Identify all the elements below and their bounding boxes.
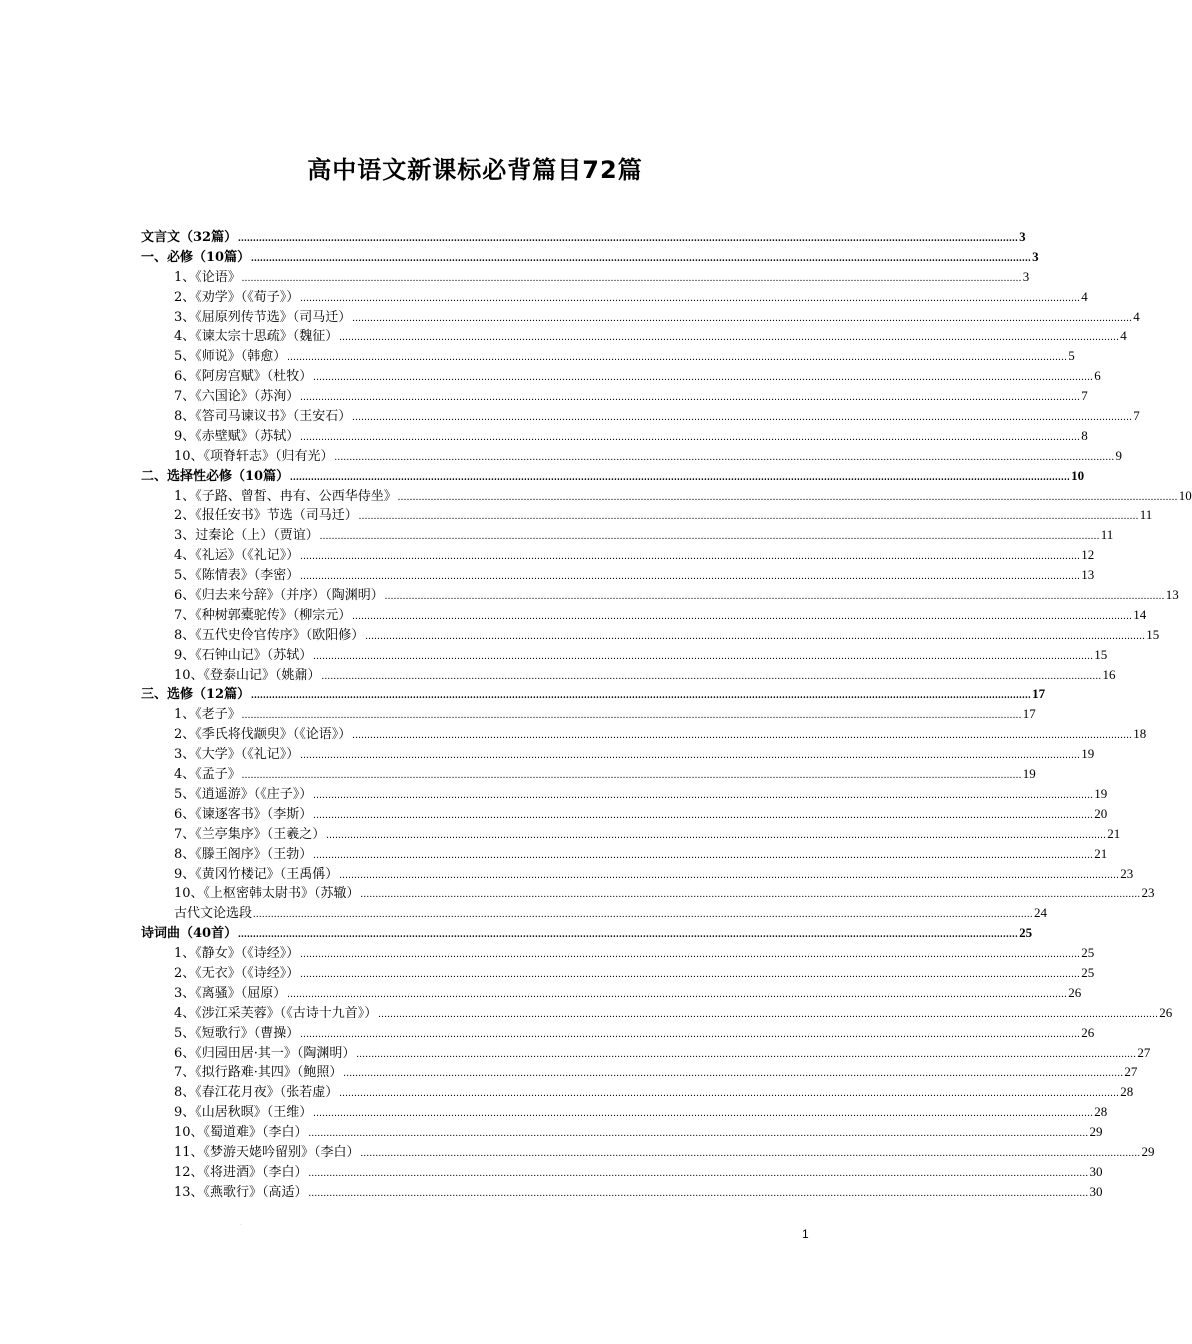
toc-entry-title: 3、《离骚》（屈原） (174, 985, 287, 1001)
toc-page-number: 4 (1120, 328, 1127, 344)
toc-dot-leader: .................................................................................................................................................................................................................................................................... (300, 1028, 1081, 1040)
toc-entry[interactable] (141, 426, 1088, 446)
toc-entry-title: 2、《季氏将伐颛臾》（《论语》） (174, 727, 352, 743)
toc-page-number: 7 (1081, 388, 1088, 404)
toc-entry-title: 6、《谏逐客书》（李斯） (174, 806, 313, 822)
toc-page-number: 29 (1089, 1124, 1103, 1140)
toc-dot-leader: .................................................................................................................................................................................................................................................................... (287, 352, 1068, 364)
toc-page-number: 10 (1071, 467, 1085, 483)
toc-entry[interactable] (141, 704, 1036, 724)
toc-dot-leader: .................................................................................................................................................................................................................................................................... (313, 1108, 1094, 1120)
toc-page-number: 21 (1107, 825, 1121, 841)
toc-dot-leader: .................................................................................................................................................................................................................................................................... (300, 571, 1081, 583)
toc-dot-leader: .................................................................................................................................................................................................................................................................... (241, 770, 1022, 782)
toc-dot-leader: .................................................................................................................................................................................................................................................................... (358, 511, 1139, 523)
toc-entry-title: 6、《阿房宫赋》（杜牧） (174, 369, 313, 385)
toc-page-number: 18 (1133, 726, 1147, 742)
toc-dot-leader: .................................................................................................................................................................................................................................................................... (300, 292, 1081, 304)
toc-entry-title: 4、《谏太宗十思疏》（魏征） (174, 329, 339, 345)
toc-dot-leader: .................................................................................................................................................................................................................................................................... (313, 849, 1094, 861)
toc-entry-title: 5、《师说》（韩愈） (174, 349, 287, 365)
toc-page-number: 29 (1141, 1143, 1155, 1159)
toc-page-number: 27 (1137, 1044, 1151, 1060)
toc-entry-title: 7、《拟行路难·其四》（鲍照） (174, 1065, 343, 1081)
toc-dot-leader: .................................................................................................................................................................................................................................................................... (339, 332, 1120, 344)
toc-page-number: 15 (1146, 626, 1160, 642)
toc-dot-leader: .................................................................................................................................................................................................................................................................... (253, 909, 1034, 921)
toc-entry[interactable] (141, 1023, 1095, 1043)
toc-entry[interactable] (141, 1162, 1103, 1182)
toc-page-number: 23 (1120, 865, 1134, 881)
toc-dot-leader: .................................................................................................................................................................................................................................................................... (290, 471, 1071, 483)
toc-entry[interactable] (141, 267, 1030, 287)
toc-entry-title: 1、《静女》（《诗经》） (174, 946, 300, 962)
toc-dot-leader: .................................................................................................................................................................................................................................................................... (352, 730, 1133, 742)
toc-entry[interactable] (141, 1043, 1151, 1063)
toc-page-number: 26 (1159, 1004, 1173, 1020)
toc-page-number: 26 (1081, 1024, 1095, 1040)
toc-entry-title: 二、选择性必修（10篇） (141, 468, 290, 484)
toc-entry-title: 5、《逍遥游》（《庄子》） (174, 786, 313, 802)
toc-dot-leader: .................................................................................................................................................................................................................................................................... (287, 988, 1068, 1000)
toc-dot-leader: .................................................................................................................................................................................................................................................................... (313, 789, 1094, 801)
toc-dot-leader: .................................................................................................................................................................................................................................................................... (313, 372, 1094, 384)
toc-page-number: 5 (1068, 348, 1075, 364)
toc-page-number: 4 (1133, 308, 1140, 324)
toc-entry[interactable] (141, 824, 1121, 844)
toc-page-number: 10 (1178, 487, 1192, 503)
toc-entry[interactable] (141, 1182, 1103, 1202)
toc-dot-leader: .................................................................................................................................................................................................................................................................... (251, 252, 1032, 264)
toc-entry-title: 一、必修（10篇） (141, 249, 251, 265)
toc-entry[interactable] (141, 307, 1140, 327)
toc-entry-title: 1、《子路、曾皙、冉有、公西华侍坐》 (174, 488, 397, 504)
toc-dot-leader: .................................................................................................................................................................................................................................................................... (308, 1128, 1089, 1140)
toc-page-number: 17 (1022, 706, 1036, 722)
toc-page-number: 11 (1100, 527, 1114, 543)
toc-section-entry[interactable] (141, 466, 1085, 486)
toc-page-number: 19 (1022, 766, 1036, 782)
toc-page-number: 3 (1022, 268, 1030, 284)
toc-entry[interactable] (141, 505, 1153, 525)
toc-dot-leader: .................................................................................................................................................................................................................................................................... (321, 670, 1102, 682)
toc-entry[interactable] (141, 585, 1179, 605)
toc-page-number: 12 (1081, 547, 1095, 563)
toc-page-number: 25 (1019, 925, 1033, 941)
toc-dot-leader: .................................................................................................................................................................................................................................................................... (300, 392, 1081, 404)
toc-entry-title: 7、《兰亭集序》（王羲之） (174, 826, 326, 842)
toc-page-number: 14 (1133, 606, 1147, 622)
toc-entry[interactable] (141, 386, 1088, 406)
toc-entry-title: 8、《五代史伶官传序》（欧阳修） (174, 627, 365, 643)
toc-entry[interactable] (141, 366, 1101, 386)
toc-entry-title: 9、《黄冈竹楼记》（王禹偁） (174, 866, 339, 882)
toc-dot-leader: .................................................................................................................................................................................................................................................................... (339, 869, 1120, 881)
toc-page-number: 28 (1094, 1104, 1108, 1120)
toc-dot-leader: .................................................................................................................................................................................................................................................................... (384, 591, 1165, 603)
toc-dot-leader: .................................................................................................................................................................................................................................................................... (356, 1048, 1137, 1060)
toc-entry[interactable] (141, 844, 1108, 864)
toc-section-entry[interactable] (141, 684, 1046, 704)
toc-dot-leader: .................................................................................................................................................................................................................................................................... (238, 233, 1019, 244)
toc-dot-leader: .................................................................................................................................................................................................................................................................... (300, 750, 1081, 762)
toc-entry[interactable] (141, 1003, 1173, 1023)
toc-dot-leader: .................................................................................................................................................................................................................................................................... (300, 431, 1081, 443)
toc-page-number: 28 (1120, 1084, 1134, 1100)
toc-entry-title: 8、《春江花月夜》（张若虚） (174, 1085, 339, 1101)
faint-mark: . (240, 1220, 242, 1227)
toc-entry[interactable] (141, 326, 1127, 346)
toc-entry-title: 10、《蜀道难》（李白） (174, 1125, 308, 1141)
toc-entry-title: 4、《涉江采芙蓉》（《古诗十九首》） (174, 1005, 378, 1021)
toc-entry[interactable] (141, 1122, 1103, 1142)
toc-page-number: 11 (1139, 507, 1153, 523)
toc-entry[interactable] (141, 565, 1095, 585)
toc-dot-leader: .................................................................................................................................................................................................................................................................... (251, 690, 1032, 702)
toc-dot-leader: .................................................................................................................................................................................................................................................................... (352, 412, 1133, 424)
toc-entry[interactable] (141, 287, 1088, 307)
toc-dot-leader: .................................................................................................................................................................................................................................................................... (365, 630, 1146, 642)
toc-entry[interactable] (141, 446, 1123, 466)
toc-entry-title: 5、《短歌行》（曹操） (174, 1025, 300, 1041)
toc-page-number: 20 (1094, 805, 1108, 821)
toc-entry[interactable] (141, 525, 1114, 545)
toc-entry-title: 3、《屈原列传节选》（司马迁） (174, 309, 352, 325)
toc-entry-title: 6、《归去来兮辞》（并序）（陶渊明） (174, 588, 384, 604)
toc-entry-title: 9、《石钟山记》（苏轼） (174, 647, 313, 663)
toc-entry-title: 8、《滕王阁序》（王勃） (174, 846, 313, 862)
toc-entry[interactable] (141, 903, 1048, 923)
toc-dot-leader: .................................................................................................................................................................................................................................................................... (360, 889, 1141, 901)
toc-page-number: 16 (1102, 666, 1116, 682)
toc-dot-leader: .................................................................................................................................................................................................................................................................... (313, 650, 1094, 662)
toc-entry-title: 三、选修（12篇） (141, 687, 251, 703)
toc-entry[interactable] (141, 804, 1108, 824)
page-title: 高中语文新课标必背篇目72篇 (307, 156, 643, 184)
toc-entry-title: 9、《赤壁赋》（苏轼） (174, 428, 300, 444)
toc-entry[interactable] (141, 1142, 1155, 1162)
toc-entry-title: 13、《燕歌行》（高适） (174, 1184, 308, 1200)
toc-entry-title: 3、《大学》（《礼记》） (174, 747, 300, 763)
toc-entry[interactable] (141, 625, 1160, 645)
toc-page-number: 4 (1081, 288, 1088, 304)
toc-entry-title: 9、《山居秋暝》（王维） (174, 1105, 313, 1121)
toc-entry-title: 10、《上枢密韩太尉书》（苏辙） (174, 886, 360, 902)
toc-entry[interactable] (141, 1082, 1134, 1102)
toc-entry[interactable] (141, 943, 1095, 963)
toc-entry[interactable] (141, 645, 1108, 665)
toc-page-number: 24 (1034, 905, 1048, 921)
toc-entry[interactable] (141, 605, 1147, 625)
toc-dot-leader: .................................................................................................................................................................................................................................................................... (352, 312, 1133, 324)
toc-entry-title: 2、《报任安书》节选（司马迁） (174, 508, 358, 524)
toc-section-entry[interactable] (141, 247, 1039, 267)
toc-entry-title: 3、过秦论（上）（贾谊） (174, 528, 319, 544)
toc-dot-leader: .................................................................................................................................................................................................................................................................... (339, 1088, 1120, 1100)
toc-entry[interactable] (141, 864, 1134, 884)
toc-dot-leader: .................................................................................................................................................................................................................................................................... (397, 491, 1178, 503)
toc-dot-leader: .................................................................................................................................................................................................................................................................... (378, 1008, 1159, 1020)
toc-entry[interactable] (141, 1062, 1138, 1082)
toc-entry-title: 12、《将进酒》（李白） (174, 1164, 308, 1180)
toc-dot-leader: .................................................................................................................................................................................................................................................................... (308, 1187, 1089, 1199)
toc-entry[interactable] (141, 406, 1140, 426)
toc-entry-title: 4、《孟子》 (174, 767, 241, 783)
toc-page-number: 25 (1081, 964, 1095, 980)
toc-dot-leader: .................................................................................................................................................................................................................................................................... (326, 829, 1107, 841)
toc-section-entry[interactable] (141, 923, 1033, 943)
toc-page-number: 3 (1032, 248, 1039, 264)
toc-dot-leader: .................................................................................................................................................................................................................................................................... (313, 809, 1094, 821)
toc-dot-leader: .................................................................................................................................................................................................................................................................... (300, 968, 1081, 980)
toc-entry-title: 10、《登泰山记》（姚鼐） (174, 667, 321, 683)
toc-page-number: 19 (1094, 785, 1108, 801)
toc-page-number: 19 (1081, 746, 1095, 762)
toc-page-number: 3 (1019, 229, 1026, 244)
toc-entry[interactable] (141, 724, 1147, 744)
toc-entry-title: 5、《陈情表》（李密） (174, 568, 300, 584)
toc-entry[interactable] (141, 784, 1108, 804)
table-of-contents (141, 227, 1192, 1202)
toc-entry[interactable] (141, 545, 1095, 565)
toc-page-number: 17 (1032, 686, 1046, 702)
toc-entry-title: 文言文（32篇） (141, 230, 238, 245)
toc-entry[interactable] (141, 883, 1155, 903)
toc-page-number: 25 (1081, 945, 1095, 961)
toc-dot-leader: .................................................................................................................................................................................................................................................................... (300, 551, 1081, 563)
toc-dot-leader: .................................................................................................................................................................................................................................................................... (343, 1068, 1124, 1080)
toc-entry-title: 4、《礼运》（《礼记》） (174, 548, 300, 564)
toc-entry[interactable] (141, 764, 1036, 784)
toc-page-number: 30 (1089, 1183, 1103, 1199)
toc-page-number: 9 (1115, 447, 1123, 463)
toc-page-number: 13 (1081, 567, 1095, 583)
toc-dot-leader: .................................................................................................................................................................................................................................................................... (319, 531, 1100, 543)
toc-page-number: 7 (1133, 408, 1140, 424)
toc-entry-title: 2、《劝学》（《荀子》） (174, 289, 300, 305)
toc-dot-leader: .................................................................................................................................................................................................................................................................... (334, 451, 1115, 463)
toc-dot-leader: .................................................................................................................................................................................................................................................................... (241, 710, 1022, 722)
toc-entry-title: 8、《答司马谏议书》（王安石） (174, 409, 352, 425)
toc-entry-title: 古代文论选段 (174, 906, 253, 922)
toc-dot-leader: .................................................................................................................................................................................................................................................................... (360, 1147, 1141, 1159)
toc-entry-title: 1、《论语》 (174, 269, 241, 285)
toc-entry-title: 7、《种树郭橐驼传》（柳宗元） (174, 607, 352, 623)
toc-page-number: 26 (1068, 984, 1082, 1000)
page-number: 1 (802, 1227, 809, 1241)
toc-entry[interactable] (141, 963, 1095, 983)
toc-entry[interactable] (141, 744, 1095, 764)
toc-dot-leader: .................................................................................................................................................................................................................................................................... (352, 610, 1133, 622)
toc-entry-title: 1、《老子》 (174, 707, 241, 723)
toc-entry[interactable] (141, 665, 1116, 685)
toc-entry-title: 6、《归园田居·其一》（陶渊明） (174, 1045, 356, 1061)
toc-dot-leader: .................................................................................................................................................................................................................................................................... (300, 949, 1081, 961)
toc-page-number: 21 (1094, 845, 1108, 861)
toc-entry[interactable] (141, 486, 1192, 506)
toc-entry-title: 10、《项脊轩志》（归有光） (174, 448, 334, 464)
toc-entry-title: 7、《六国论》（苏洵） (174, 389, 300, 405)
toc-page-number: 6 (1094, 368, 1101, 384)
toc-page-number: 23 (1141, 885, 1155, 901)
toc-page-number: 13 (1165, 587, 1179, 603)
toc-entry[interactable] (141, 1102, 1108, 1122)
toc-dot-leader: .................................................................................................................................................................................................................................................................... (238, 929, 1019, 941)
toc-page-number: 8 (1081, 427, 1088, 443)
toc-entry[interactable] (141, 346, 1075, 366)
toc-dot-leader: .................................................................................................................................................................................................................................................................... (241, 272, 1022, 284)
toc-page-number: 27 (1124, 1064, 1138, 1080)
toc-entry-title: 11、《梦游天姥吟留别》（李白） (174, 1144, 360, 1160)
toc-entry-title: 2、《无衣》（《诗经》） (174, 965, 300, 981)
toc-dot-leader: .................................................................................................................................................................................................................................................................... (308, 1167, 1089, 1179)
toc-section-entry[interactable] (141, 227, 1026, 247)
toc-page-number: 15 (1094, 646, 1108, 662)
toc-entry-title: 诗词曲（40首） (141, 926, 238, 942)
toc-page-number: 30 (1089, 1163, 1103, 1179)
toc-entry[interactable] (141, 983, 1082, 1003)
